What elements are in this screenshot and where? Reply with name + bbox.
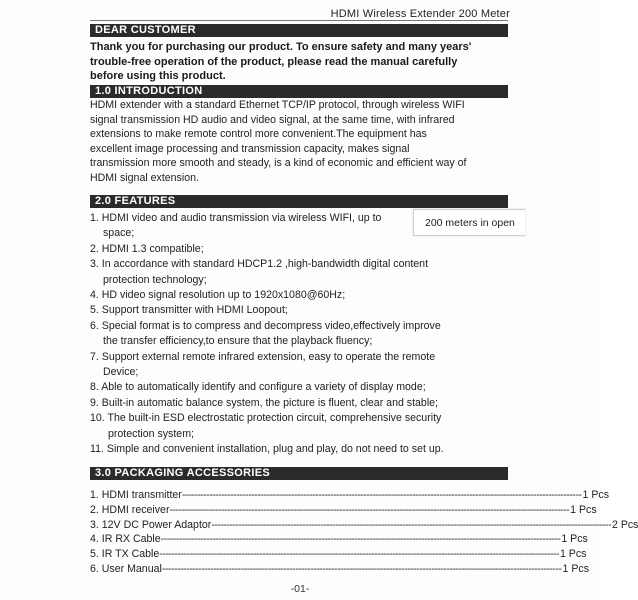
feature-continuation: protection technology; xyxy=(103,273,207,286)
feature-item: 6. Special format is to compress and decompress video,effectively improve xyxy=(90,319,441,332)
correction-sticker: 200 meters in open xyxy=(413,209,525,236)
accessory-name: 1. HDMI transmitter xyxy=(90,489,182,501)
accessory-name: 3. 12V DC Power Adaptor xyxy=(90,518,212,531)
accessories-list xyxy=(90,488,638,577)
feature-continuation: protection system; xyxy=(108,427,194,440)
section-heading-introduction: 1.0 INTRODUCTION xyxy=(90,85,508,98)
feature-continuation: Device; xyxy=(103,366,139,379)
feature-item: 1. HDMI video and audio transmission via wireless WIFI, up to xyxy=(90,212,382,224)
accessory-row xyxy=(90,562,590,577)
accessory-row xyxy=(90,488,609,503)
introduction-line: signal transmission HD audio and video signal, at the same time, with infrared xyxy=(90,113,455,126)
accessory-row xyxy=(90,518,638,533)
feature-continuation: space; xyxy=(103,227,135,240)
feature-item: 4. HD video signal resolution up to 1920x1080@60Hz; xyxy=(90,289,346,302)
section-heading-customer: DEAR CUSTOMER xyxy=(90,24,508,37)
feature-item: 3. In accordance with standard HDCP1.2 ,high-bandwidth digital content xyxy=(90,258,429,271)
accessory-quantity: 1 Pcs xyxy=(570,503,597,516)
customer-message-line: Thank you for purchasing our product. To ensure safety and many years' xyxy=(90,41,472,53)
accessory-quantity: 1 Pcs xyxy=(582,489,609,501)
feature-item: 11. Simple and convenient installation, plug and play, do not need to set up. xyxy=(90,443,444,456)
introduction-line: transmission more smooth and steady, is a kind of economic and efficient way of xyxy=(90,157,467,169)
feature-item: 8. Able to automatically identify and configure a variety of display mode; xyxy=(90,381,426,394)
customer-message xyxy=(90,40,515,84)
accessory-quantity: 1 Pcs xyxy=(561,533,588,546)
dash-leader: ------------------------------------------------------------------------------------------------------------------------------------ xyxy=(159,548,559,561)
feature-item: 9. Built-in automatic balance system, the picture is fluent, clear and stable; xyxy=(90,396,439,409)
page-number: -01- xyxy=(290,583,310,595)
introduction-line: HDMI extender with a standard Ethernet TCP/IP protocol, through wireless WIFI xyxy=(90,99,465,111)
feature-item: 5. Support transmitter with HDMI Loopout; xyxy=(90,304,288,317)
accessory-name: 2. HDMI receiver xyxy=(90,503,170,516)
dash-leader: ------------------------------------------------------------------------------------------------------------------------------------ xyxy=(181,489,582,501)
feature-item: 2. HDMI 1.3 compatible; xyxy=(90,242,204,255)
feature-item: 10. The built-in ESD electrostatic protection circuit, comprehensive security xyxy=(90,412,442,425)
accessory-row xyxy=(90,503,597,518)
section-heading-packaging: 3.0 PACKAGING ACCESSORIES xyxy=(90,467,508,480)
accessory-quantity: 1 Pcs xyxy=(559,548,587,561)
accessory-quantity: 2 Pcs xyxy=(611,518,638,531)
features-list xyxy=(90,211,520,458)
customer-message-line: trouble-free operation of the product, please read the manual carefully xyxy=(90,55,458,68)
accessory-name: 5. IR TX Cable xyxy=(90,548,160,561)
accessory-name: 6. User Manual xyxy=(90,562,162,575)
feature-continuation: the transfer efficiency,to ensure that the playback fluency; xyxy=(103,335,373,348)
customer-message-line: before using this product. xyxy=(90,70,226,82)
introduction-line: extensions to make remote control more convenient.The equipment has xyxy=(90,128,427,140)
document-title: HDMI Wireless Extender 200 Meter xyxy=(330,8,510,20)
introduction-paragraph xyxy=(90,98,520,185)
dash-leader: ------------------------------------------------------------------------------------------------------------------------------------ xyxy=(161,562,562,575)
introduction-line: HDMI signal extension. xyxy=(90,171,199,184)
feature-item: 7. Support external remote infrared extension, easy to operate the remote xyxy=(90,350,436,363)
accessory-name: 4. IR RX Cable xyxy=(90,533,161,546)
dash-leader: ------------------------------------------------------------------------------------------------------------------------------------ xyxy=(211,518,611,531)
accessory-quantity: 1 Pcs xyxy=(562,562,590,575)
header-rule xyxy=(90,20,508,21)
accessory-row xyxy=(90,532,588,547)
introduction-line: excellent image processing and transmission capacity, makes signal xyxy=(90,142,410,155)
dash-leader: ------------------------------------------------------------------------------------------------------------------------------------ xyxy=(160,533,561,546)
accessory-row xyxy=(90,547,587,562)
section-heading-features: 2.0 FEATURES xyxy=(90,195,508,208)
dash-leader: ------------------------------------------------------------------------------------------------------------------------------------ xyxy=(169,503,570,516)
